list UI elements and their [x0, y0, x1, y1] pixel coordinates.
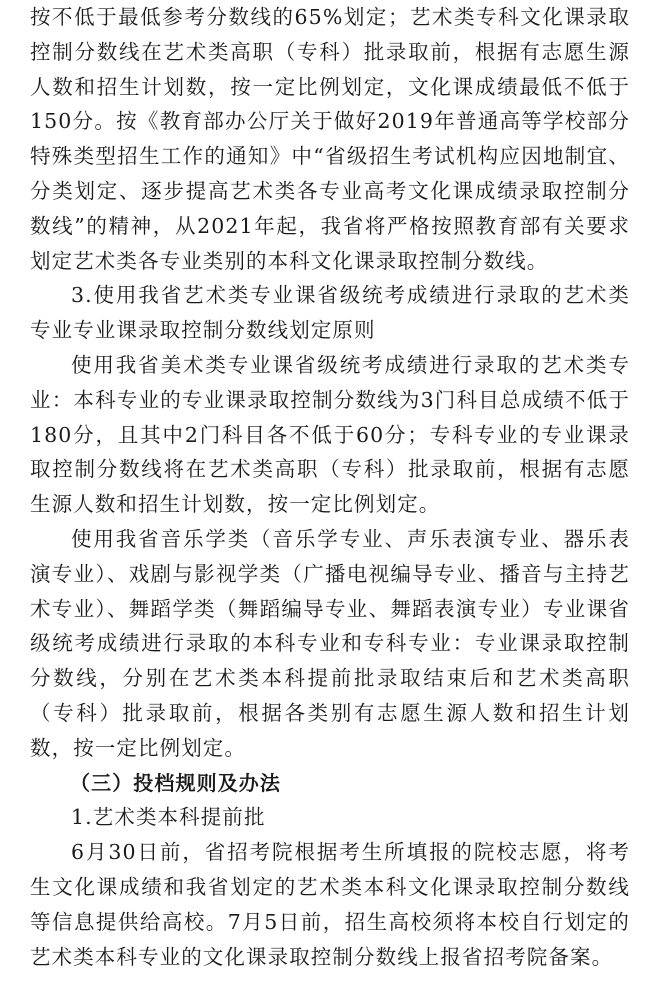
- paragraph-item-3-title: 3.使用我省艺术类专业课省级统考成绩进行录取的艺术类专业专业课录取控制分数线划定原则: [30, 283, 630, 343]
- paragraph-submission-deadlines: 6月30日前，省招考院根据考生所填报的院校志愿，将考生文化课成绩和我省划定的艺术类本科文化课录取控制分数线等信息提供给高校。7月5日前，招生高校须将本校自行划定的艺术类本科专业的文化课录取控制分数线上报省招考院备案。: [30, 840, 630, 969]
- section-heading: （三）投档规则及办法: [70, 770, 281, 795]
- paragraph-continuation: 按不低于最低参考分数线的65%划定；艺术类专科文化课录取控制分数线在艺术类高职（专科）批录取前，根据有志愿生源人数和招生计划数，按一定比例划定，文化课成绩最低不低于150分。按《教育部办公厅关于做好2019年普通高等学校部分特殊类型招生工作的通知》中“省级招生考试机构应因地制宜、分类划定、逐步提高艺术类各专业高考文化课成绩录取控制分数线”的精神，从2021年起，我省将严格按照教育部有关要求划定艺术类各专业类别的本科文化课录取控制分数线。: [30, 5, 630, 273]
- paragraph-art-class-rules: 使用我省美术类专业课省级统考成绩进行录取的艺术类专业：本科专业的专业课录取控制分数线为3门科目总成绩不低于180分，且其中2门科目各不低于60分；专科专业的专业课录取控制分数线将在艺术类高职（专科）批录取前，根据有志愿生源人数和招生计划数，按一定比例划定。: [30, 352, 630, 517]
- paragraph-music-drama-dance-rules: 使用我省音乐学类（音乐学专业、声乐表演专业、器乐表演专业）、戏剧与影视学类（广播电视编导专业、播音与主持艺术专业）、舞蹈学类（舞蹈编导专业、舞蹈表演专业）专业课省级统考成绩进行录取的本科专业和专科专业：专业课录取控制分数线，分别在艺术类本科提前批录取结束后和艺术类高职（专科）批录取前，根据各类别有志愿生源人数和招生计划数，按一定比例划定。: [30, 526, 630, 760]
- paragraph-item-1-title: 1.艺术类本科提前批: [71, 805, 266, 830]
